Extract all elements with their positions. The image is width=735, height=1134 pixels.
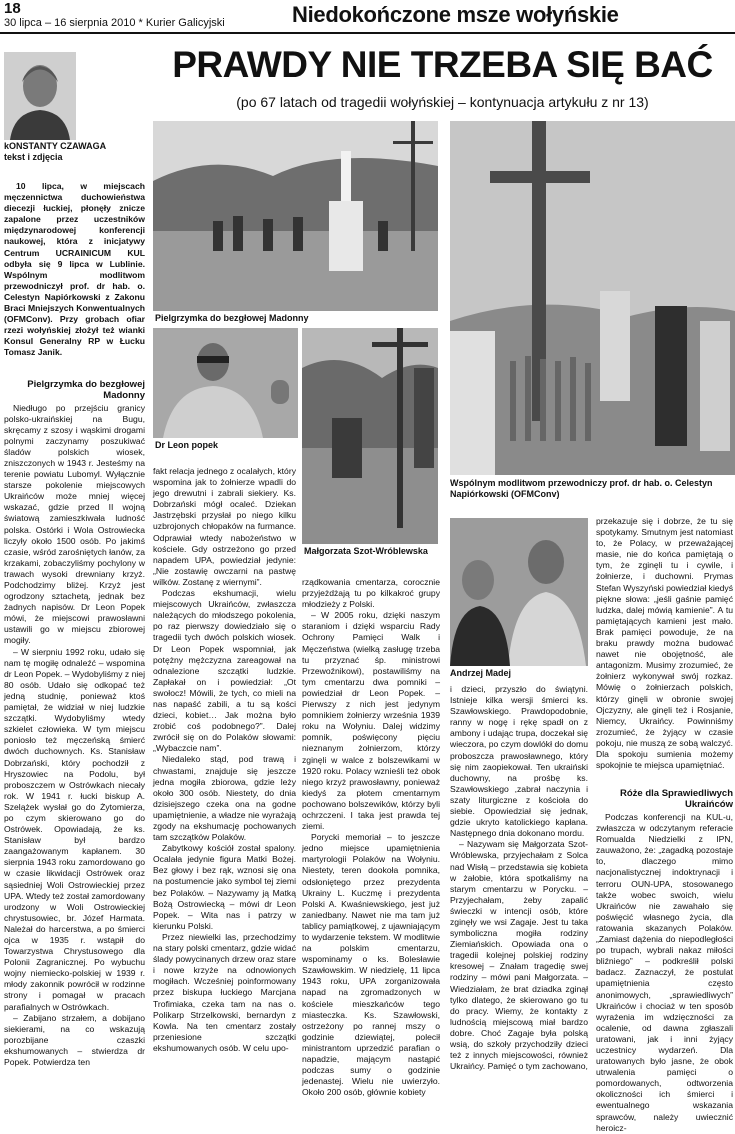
section-title: Niedokończone msze wołyńskie: [292, 2, 619, 27]
photo-popek: [153, 328, 298, 438]
author-photo: [4, 52, 76, 140]
paragraph: przekazuje się i dobrze, że tu się spotykamy. Smutnym jest natomiast to, że Polacy, w przeważającej masie, nie do końca pamiętają o tym, że zginęli tu i cywile, i żołnierze, i duchowni. Prymas Stefan Wyszyński powiedział kiedyś piękne słowa: „jeśli gaśnie pamięć ludzka, dalej mówią kamienie”. A tu pamiętających kamieni jest mało. Brak pamięci powoduje, że na braku prawdy można budować nawet nie obojętność, ale antagonizm. Musimy zrozumieć, że żołnierz wykonywał swój rozkaz. Mówię o żołnierzach polskich, którzy ginęli w obronie swojej Ojczyzny, ale ginęli też i Rosjanie, Niemcy, Ukraińcy. Powinniśmy zrozumieć, że żyjący w czasie pokoju, nie muszą ze sobą walczyć. Dla spokoju sumienia możemy spokojnie te miejsca upamiętniać.: [596, 516, 734, 771]
header-rule: [0, 32, 735, 34]
lead-paragraph: 10 lipca, w miejscach męczennictwa duchowieństwa diecezji łuckiej, płonęły znicze zapalone przez uczestników międzynarodowej konferencji naukowej, która z inicjatywy Centrum UCRAINICUM KUL odbyła się 9 lipca w Lublinie. Wspólnym modlitwom przewodniczył prof. dr hab. o. Celestyn Napiórkowski z Zakonu Braci Mniejszych Konwentualnych (OFMConv). Przy grobach ofiar rzezi wołyńskiej złożył też wianki Konsul Generalny RP w Łucku Tomasz Janik.: [4, 181, 145, 358]
paragraph: Przez niewielki las, przechodzimy na stary polski cmentarz, gdzie widać ślady powycinanych drzew oraz stare i nowe krzyże na odnowionych mogiłach. Wcześniej poinformowany przez biskupa łuckiego Marcjana Trofimiaka, czeka tam na nas o. Polikarp Strzelkowski, bernardyn z Kowla. Na ten cmentarz zostały przeniesione szczątki ekshumowanych osób. W celu upo-: [153, 931, 296, 1053]
caption-madonna: Pielgrzymka do bezgłowej Madonny: [155, 313, 309, 323]
column-4-text: [450, 684, 588, 1100]
column-1: [4, 141, 145, 1068]
column-5: [596, 516, 734, 1133]
paragraph: – Zabijano strzałem, a dobijano siekierami, na co wskazują porozbijane czaszki ekshumowanych – stwierdza dr Popek. Potwierdza ten: [4, 1012, 145, 1068]
publication-name: Kurier Galicyjski: [145, 17, 225, 29]
author-name: kONSTANTY CZAWAGA: [4, 141, 107, 151]
column-5-text: [596, 516, 733, 778]
paragraph: Podczas ekshumacji, wielu miejscowych Ukraińców, zwłaszcza należących do młodszego pokolenia, po raz pierwszy dowiedziało się o tragedii tych dwóch polskich wiosek. Dr Leon Popek wspomniał, jak potężny mężczyzna zareagował na odnalezione szczątki ludzkie. Zapłakał on i powiedział: „Ot swołocz! Mówili, że tych, co mieli na nas napaść zabili, a tu są kości dzieci, kobiet… Jak można było zrobić coś podobnego?”. Dalej zwrócił się on do Polaków słowami: „Wybaczcie nam”.: [153, 588, 296, 754]
date-range: 30 lipca – 16 sierpnia 2010: [4, 17, 136, 29]
photo-madonna: [153, 121, 438, 311]
column-3-text: [302, 577, 440, 1100]
paragraph: – W sierpniu 1992 roku, udało się nam tę mogiłę odnaleźć – wspomina dr Leon Popek. – Wydobyliśmy z niej 80 osób. Udało się odkopać też jedną studnię, ponieważ ktoś pamiętał, że widział w niej ludzkie szczątki. Wydobyliśmy wtedy szkielet człowieka. W tym miejscu poniosło też męczeńską śmierć dwóch duchownych. Ks. Stanisław Dobrzański, który pochodził z Hryszowiec na Podolu, był proboszczem w Ostrówkach niecały rok. W 1941 r. łucki biskup A. Szelążek wysłał go do Żytomierza, po czym skierowano go do Ostrówek. Opowiadają, że ks. Stanisław był bardzo zaangażowanym kapłanem. 30 sierpnia 1943 roku zamordowano go w czasie likwidacji Ostrówek oraz sąsiedniej Woli Ostrowieckiej przez UPA. Wtedy też został zamordowany urodzony w Woli Ostrowieckiej chrystusowiec, br. Józef Harmata. Należał do harcerstwa, a po śmierci ojca w 1935 r. wstąpił do Towarzystwa Chrystusowego dla Polonii Zagranicznej. Po wybuchu wojny niemiecko-polskiej w 1939 r. młody zakonnik powrócił w rodzinne strony i pomagał w pracach parafialnych w Ostrówkach.: [4, 646, 145, 1012]
dateline: 30 lipca – 16 sierpnia 2010 * Kurier Galicyjski: [4, 17, 225, 29]
photo-prayers: [450, 121, 735, 475]
paragraph: Porycki memoriał – to jeszcze jedno miejsce upamiętnienia martyrologii Polaków na Wołyniu. Niestety, teren dookoła pomnika, odsłoniętego przez prezydenta Ukrainy L. Kuczmę i prezydenta Polski A. Kwaśniewskiego, jest już zaniedbany. Nawet nie ma tam już tablicy pamiątkowej, z ujawniającym to wydarzenie tekstem. W modlitwie na polskim cmentarzu, wspominamy o ks. Bolesławie Szawłowskim. W niedzielę, 11 lipca 1943 roku, UPA zorganizowała napad na zgromadzonych w kościele mieszkańców tego miasteczka. Ks. Szawłowski, ostrzeżony po rannej mszy o godzinie dziewiątej, polecił ministrantom uprzedzić parafian o napadzie, mającym nastąpić podczas sumy o godzinie jedenastej. Wielu nie uwierzyło. Około 200 osób, głównie kobiety: [302, 832, 440, 1098]
author-note: tekst i zdjęcia: [4, 152, 63, 162]
paragraph: i dzieci, przyszło do świątyni. Istnieje kilka wersji śmierci ks. Szawłowskiego. Prawdopodobnie, ranny w nogę i rękę spadł on z ambony i udając trupa, doczekał się wieczora, po czym dowlókł do domu proboszcza prawosławnego, który się nim zaopiekował. Ten ukraiński duchowny, na prośbę ks. Szawłowskiego ,zabrał naczynia i szaty liturgiczne z kościoła do siebie. Opowiedział się jednak, gdzie ukryto katolickiego kapłana. Następnego dnia dokonano mordu.: [450, 684, 588, 839]
paragraph: Niedaleko stąd, pod trawą i chwastami, znajduje się jeszcze jedna mogiła zbiorowa, gdzie leży około 300 osób. Niestety, do dnia dzisiejszego czeka ona na godne upamiętnienie, a władze nie wyrażają zgody na ekshumację pochowanych tam szczątków Polaków.: [153, 754, 296, 843]
section-heading-roses: Róże dla Sprawiedliwych Ukraińców: [620, 788, 733, 810]
photo-madej: [450, 518, 588, 666]
paragraph: Niedługo po przejściu granicy polsko-ukraińskiej na Bugu, skręcamy z szosy i wąskimi drogami polnymi zaczynamy poszukiwać śladów polskich wiosek, zniszczonych w 1943 r. Jesteśmy na terenie powiatu Lubomyl. Wyłącznie starsze pokolenie miejscowych Ukraińców może mniej więcej wskazać, gdzie przed II wojną światową zamieszkiwała ludność polska. Ostórki i Wola Ostrowiecka liczyły około 1500 osób. Po jakimś czasie, wśród zarośniętych łanów, za krzakami, zobaczyliśmy pochylony w trawach wysoki drewniany krzyż. Podchodzimy bliżej. Krzyż jest ogrodzony sztachetą, jednak bez żadnych napisów. Dr Leon Popek mówi, że miejscowi prawosławni ustawili go w miejscu zbiorowej mogiły.: [4, 402, 145, 646]
paragraph: rządkowania cmentarza, corocznie przyjeżdżają tu po kilkakroć grupy młodzieży z Polski.: [302, 577, 440, 610]
caption-popek: Dr Leon popek: [155, 440, 219, 450]
article-subtitle: (po 67 latach od tragedii wołyńskiej – kontynuacja artykułu z nr 13): [236, 94, 649, 110]
column-1-text: [4, 402, 145, 1068]
photo-cross-plaque: [302, 328, 438, 544]
paragraph: Zabytkowy kościół został spalony. Ocalała jedynie figura Matki Bożej. Bez głowy i bez rąk, wznosi się ona na postumencie jako symbol tej ziemi bez Polaków. – Nazywamy ją Matką Bożą Ostrowiecką – mówi dr Leon Popek. – Wita nas i patrzy w kierunku Polski.: [153, 843, 296, 931]
paragraph: fakt relacja jednego z ocalałych, który wspomina jak to żołnierze wpadli do jego drewutni i zabrali siekiery. Ks. Dobrzański mógł ocaleć. Dziekan Jastrzębski przysłał po niego kilku uzbrojonych chłopaków na furmance. Odprawiał wtedy nabożeństwo w kościele. Gdy ostrzeżono go przed napadem UPA, powiedział jedynie: „Nie zostawię owczarni na pastwę wilków. Zostanę z wiernymi”.: [153, 466, 296, 587]
page-number: 18: [4, 0, 21, 17]
paragraph: Podczas konferencji na KUL-u, zwłaszcza w odczytanym referacie Romualda Niedzielki z IPN, zauważono, że: „zagadką pozostaje to, dlaczego mimo nacjonalistycznej indoktrynacji i terroru OUN-UPA, stosowanego także wobec swoich, wielu Ukraińców nie zawahało się poświęcić własnego życia, dla ratowania skazanych Polaków. „Zamiast dążenia do niepodległości po trupach, wybrali nakaz miłości bliźniego” – podkreślił polski badacz. Zaznaczył, że postulat upamiętnienia często anonimowych, „sprawiedliwych” Ukraińców i chociaż w ten sposób wyrażenia im wdzięczności za ocalenie, od dawna zgłaszali uratowani, jak i inni żyjący uczestnicy wydarzeń. Dla uratowanych było jasne, że obok utrwalenia pamięci o pomordowanych, odtworzenia okoliczności ich śmierci i ewentualnego wskazania sprawców, należy uwiecznić heroicz-: [596, 812, 733, 1133]
paragraph: – W 2005 roku, dzięki naszym staraniom i dzięki wsparciu Rady Ochrony Pamięci Walk i Męczeństwa (wielką zasługę trzeba tu przyznać śp. ministrowi Przewoźnikowi), postawiliśmy na tym cmentarzu dwa pomniki – powiedział dr Leon Popek. – Pierwszy z nich jest jedynym pomnikiem żołnierzy września 1939 roku na Wołyniu. Dalej widzimy pomnik, poświęcony pięciu nieznanym żołnierzom, którzy zginęli w walce z bolszewikami w 1920 roku. Polacy wznieśli też obok niego krzyż prawosławny, ponieważ kiedyś za płotem cmentarnym pochowano bolszewików, którzy byli ochrzczeni. I taka jest prawda tej ziemi.: [302, 610, 440, 832]
column-2-text: [153, 466, 296, 1100]
section-heading-madonna: Pielgrzymka do bezgłowej Madonny: [27, 378, 145, 401]
article-lead: [4, 181, 145, 359]
column-5b-text: [596, 812, 733, 1133]
caption-prayers: Wspólnym modlitwom przewodniczy prof. dr hab. o. Celestyn Napiórkowski (OFMConv): [450, 478, 713, 499]
caption-madej: Andrzej Madej: [450, 668, 512, 678]
article-title: PRAWDY NIE TRZEBA SIĘ BAĆ: [172, 44, 713, 85]
caption-szot: Małgorzata Szot-Wróblewska: [304, 546, 428, 556]
paragraph: – Nazywam się Małgorzata Szot-Wróblewska, przyjechałam z Solca nad Wisłą – przedstawia się kobieta w żałobie, która spotkaliśmy na starym cmentarzu w Porycku. – Przyjechałam, żeby zapalić świeczki w intencji osób, które zginęły we wsi Zagaje. Jest tu taka symboliczna mogiła rodziny Ziemiańskich. Opowiada ona o tragedii kolejnej polskiej rodziny kresowej – Znałam tragedię swej rodziny – mówi pani Małgorzata. – Wiedziałam, że brat dziadka zginął tylko dlatego, że skierowano go tu do pracy. Wiemy, że kontakty z ludnością miejscową miał bardzo dobre. Choć Zagaje była polską wsią, do szkoły przychodziły dzieci też z innych miejscowości, również Ukraińcy. Pamięć o tym zachowano,: [450, 839, 588, 1072]
